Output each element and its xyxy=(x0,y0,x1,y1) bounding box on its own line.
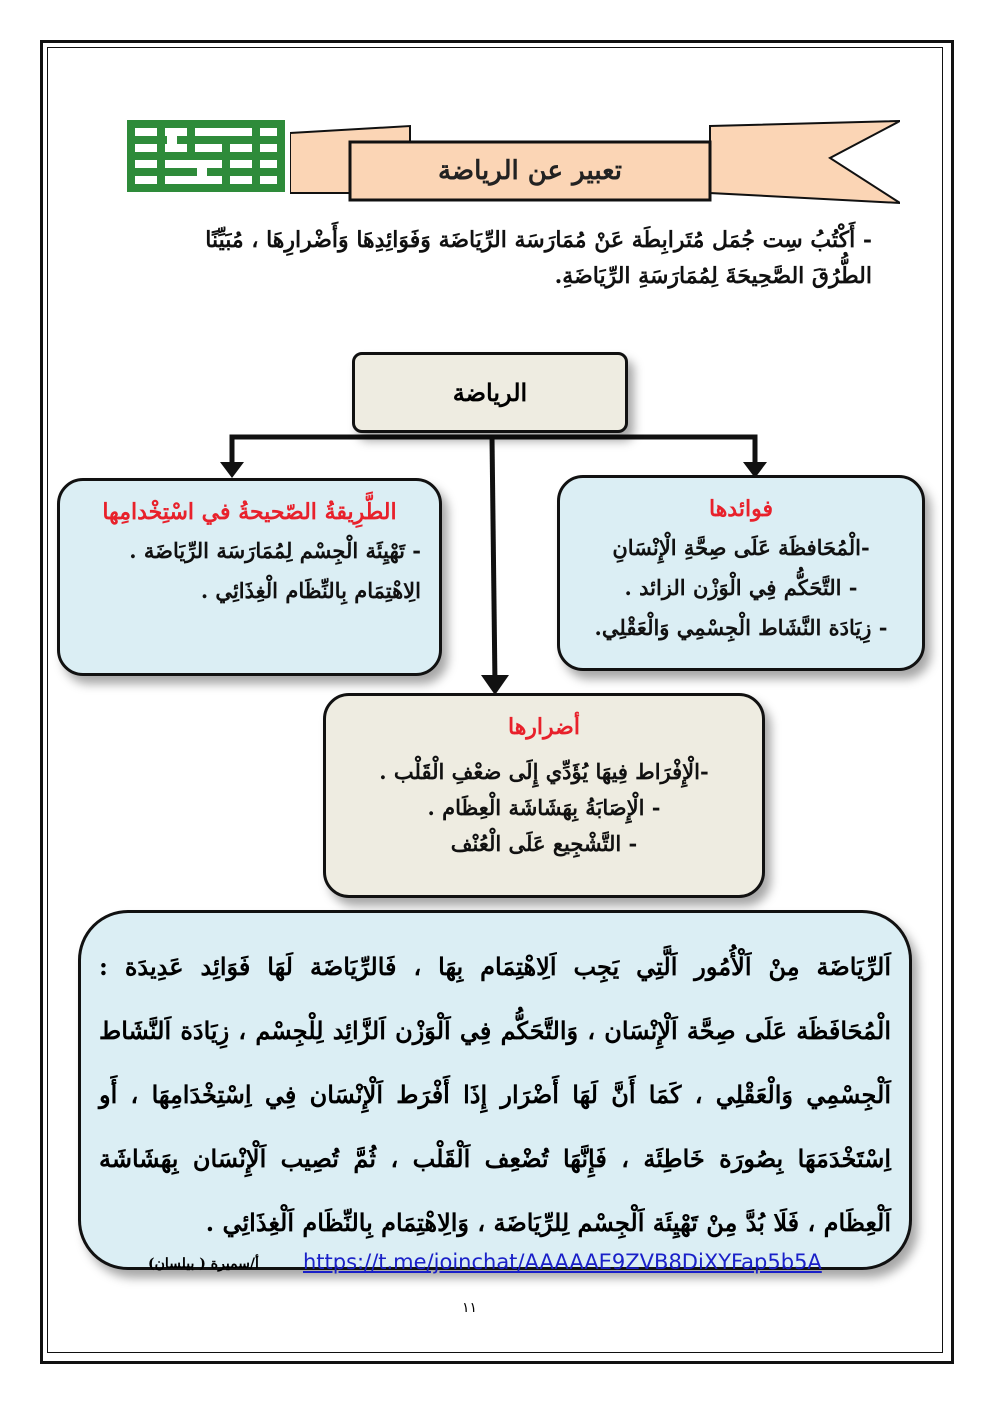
root-label: الرياضة xyxy=(452,378,528,407)
paragraph-line: اَلْعِظَام ، فَلَا بُدَّ مِنْ تَهْيِئَة اَلْجِسْم لِلرِّيَاضَة ، وَالِاهْتِمَام بِالنِّظَام اَلْغِذَائِي . xyxy=(205,1208,891,1237)
paragraph-line: اَلرِّيَاضَة مِنْ اَلْأُمُور اَلَّتِي يَجِب اَلِاهْتِمَام بِهَا ، فَالرِّيَاضَة لَهَا فَوَائِد عَدِيدَة : xyxy=(99,952,891,981)
instruction-line: - أَكْتُبُ سِت جُمَل مُتَرابِطَة عَنْ مُمَارَسَة الرِّيَاضَة وَفَوَائِدِهَا وَأَضْرارِهَا ، مُبَيِّنًا xyxy=(205,227,872,253)
correct-way-heading: الطَّرِيقةُ الصّحيحةُ في اسْتِخْدامِها xyxy=(102,499,397,525)
instruction-line: الطُّرُقَ الصَّحِيحَةَ لِمُمَارَسَةِ الرِّيَاضَةِ. xyxy=(554,263,872,289)
essay-paragraph-box xyxy=(78,910,912,1270)
paragraph-line: الْمُحَافَظَة عَلَى صِحَّة اَلْإِنْسَان ، وَالتَّحَكُّم فِي اَلْوَزْن اَلزَّائِد لِلْجِسْم ، زِيَادَة اَلنَّشَاط xyxy=(99,1016,891,1045)
paragraph-line: اَلْجِسْمِي وَالْعَقْلِي ، كَمَا أَنَّ لَهَا أَضْرَار إِذَا أَفْرَط اَلْإِنْسَان فِي اِسْتِخْدَامِهَا ، أَو xyxy=(99,1080,891,1109)
root-node xyxy=(352,352,628,433)
benefit-item: - التَّحَكُّم فِي الْوَزْن الزائد . xyxy=(624,575,858,600)
harms-box xyxy=(323,693,765,898)
benefits-heading: فوائدها xyxy=(709,496,773,522)
harm-item: - التَّشْجِيع عَلَى الْعُنْف xyxy=(450,831,638,856)
harms-heading: أضرارها xyxy=(508,714,580,740)
correct-way-box xyxy=(57,478,442,676)
harm-item: -الْإِفْرَاط فِيهَا يُؤَدِّي إِلَى ضعْفِ الْقَلْب . xyxy=(379,759,709,784)
author-credit: أ/سميرة ( بيلسان) xyxy=(148,1256,259,1272)
telegram-link[interactable]: https://t.me/joinchat/AAAAAE9ZVB8DiXYFap5b5A xyxy=(303,1250,822,1274)
page-number: ١١ xyxy=(462,1300,478,1316)
correct-way-item: - تَهْيِئَة الْجِسْم لِمُمَارَسَة الرِّيَاضَة . xyxy=(129,538,421,563)
benefits-box xyxy=(557,475,925,671)
page-title: تعبير عن الرياضة xyxy=(438,156,622,186)
benefit-item: -الْمُحَافظَة عَلَى صِحَّةِ الْإِنْسَانِ xyxy=(612,535,870,560)
paragraph-line: اِسْتَخْدَمَهَا بِصُورَة خَاطِئَة ، فَإِنَّهَا تُضْعِف اَلْقَلْب ، ثُمَّ تُصِيب اَلْإِنْسَان بِهَشَاشَة xyxy=(99,1144,891,1173)
correct-way-item: الِاهْتِمَام بِالنِّظَام الْغِذَائِي . xyxy=(200,578,421,603)
harm-item: - الْإِصَابَةُ بِهَشَاشَة الْعِظَام . xyxy=(427,795,661,820)
benefit-item: - زِيَادَة النَّشَاط الْجِسْمِي وَالْعَقْلِي. xyxy=(594,615,888,640)
